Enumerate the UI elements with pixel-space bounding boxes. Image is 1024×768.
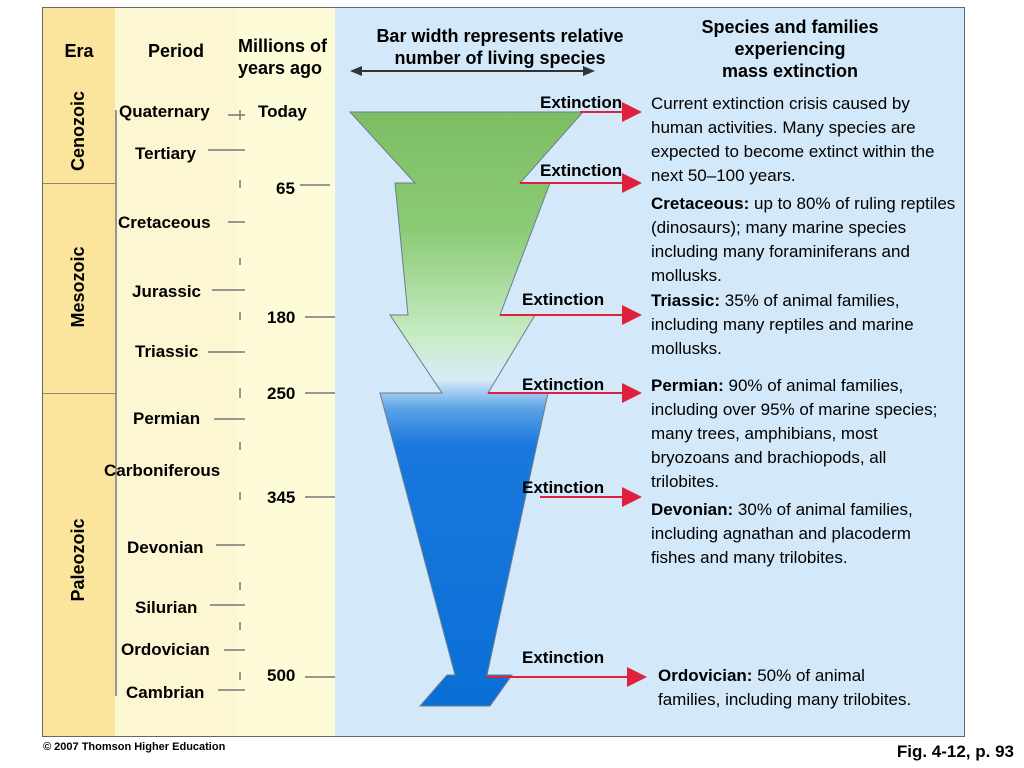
species-diversity-bar (350, 112, 583, 706)
extinction-label: Extinction (522, 375, 605, 394)
period-cambrian: Cambrian (126, 683, 205, 702)
era-paleozoic: Paleozoic (68, 518, 88, 602)
desc-triassic-text: 35% of animal families, including many reptiles and marine mollusks. (651, 291, 914, 358)
copyright-text: © 2007 Thomson Higher Education (43, 741, 226, 753)
era-mesozoic: Mesozoic (68, 246, 88, 328)
bar-width-arrow (350, 66, 595, 76)
period-header: Period (147, 41, 204, 61)
year-65: 65 (276, 179, 295, 198)
species-header-line3: mass extinction (721, 61, 859, 81)
period-quaternary: Quaternary (119, 102, 210, 121)
desc-triassic (651, 289, 961, 361)
desc-devonian-title: Devonian: (651, 500, 734, 519)
species-header-line2: experiencing (734, 39, 846, 59)
desc-permian-title: Permian: (651, 376, 724, 395)
extinction-label: Extinction (522, 478, 605, 497)
desc-current: Current extinction crisis caused by human activities. Many species are expected to become extinct within the next 50–100 years. (651, 94, 935, 185)
extinction-label: Extinction (540, 93, 623, 112)
period-jurassic: Jurassic (132, 282, 201, 301)
year-180: 180 (267, 308, 296, 327)
desc-ordovician (658, 664, 918, 712)
period-tertiary: Tertiary (135, 144, 197, 163)
years-header-line1: Millions of (238, 36, 327, 56)
period-triassic: Triassic (135, 342, 199, 361)
desc-devonian-text: 30% of animal families, including agnathan and placoderm fishes and many trilobites. (651, 500, 913, 567)
desc-cretaceous-text: up to 80% of ruling reptiles (dinosaurs); many marine species including many foraminiferans and mollusks. (651, 194, 956, 285)
desc-cretaceous-title: Cretaceous: (651, 194, 750, 213)
year-345: 345 (267, 488, 296, 507)
species-header-line1: Species and families (701, 17, 879, 37)
year-today: Today (258, 102, 307, 121)
era-header: Era (64, 41, 94, 61)
extinction-label: Extinction (522, 648, 605, 667)
period-permian: Permian (133, 409, 201, 428)
desc-ordovician-title: Ordovician: (658, 666, 753, 685)
era-cenozoic: Cenozoic (68, 91, 88, 172)
extinction-label: Extinction (540, 161, 623, 180)
bar-width-header-line1: Bar width represents relative (376, 26, 624, 46)
desc-ordovician-text: 50% of animal families, including many trilobites. (658, 666, 912, 709)
period-ordovician: Ordovician (121, 640, 210, 659)
desc-permian (651, 374, 956, 494)
desc-cretaceous (651, 192, 961, 288)
period-carboniferous: Carboniferous (104, 461, 221, 480)
years-header-line2: years ago (238, 58, 323, 78)
year-500: 500 (267, 666, 296, 685)
desc-devonian (651, 498, 946, 570)
year-250: 250 (267, 384, 296, 403)
figure-label: Fig. 4-12, p. 93 (896, 742, 1014, 761)
period-cretaceous: Cretaceous (118, 213, 211, 232)
extinction-label: Extinction (522, 290, 605, 309)
period-devonian: Devonian (127, 538, 204, 557)
desc-triassic-title: Triassic: (651, 291, 720, 310)
desc-permian-text: 90% of animal families, including over 95% of marine species; many trees, amphibians, most bryozoans and brachiopods, all trilobites. (651, 376, 938, 491)
period-silurian: Silurian (135, 598, 198, 617)
bar-width-header-line2: number of living species (394, 48, 606, 68)
